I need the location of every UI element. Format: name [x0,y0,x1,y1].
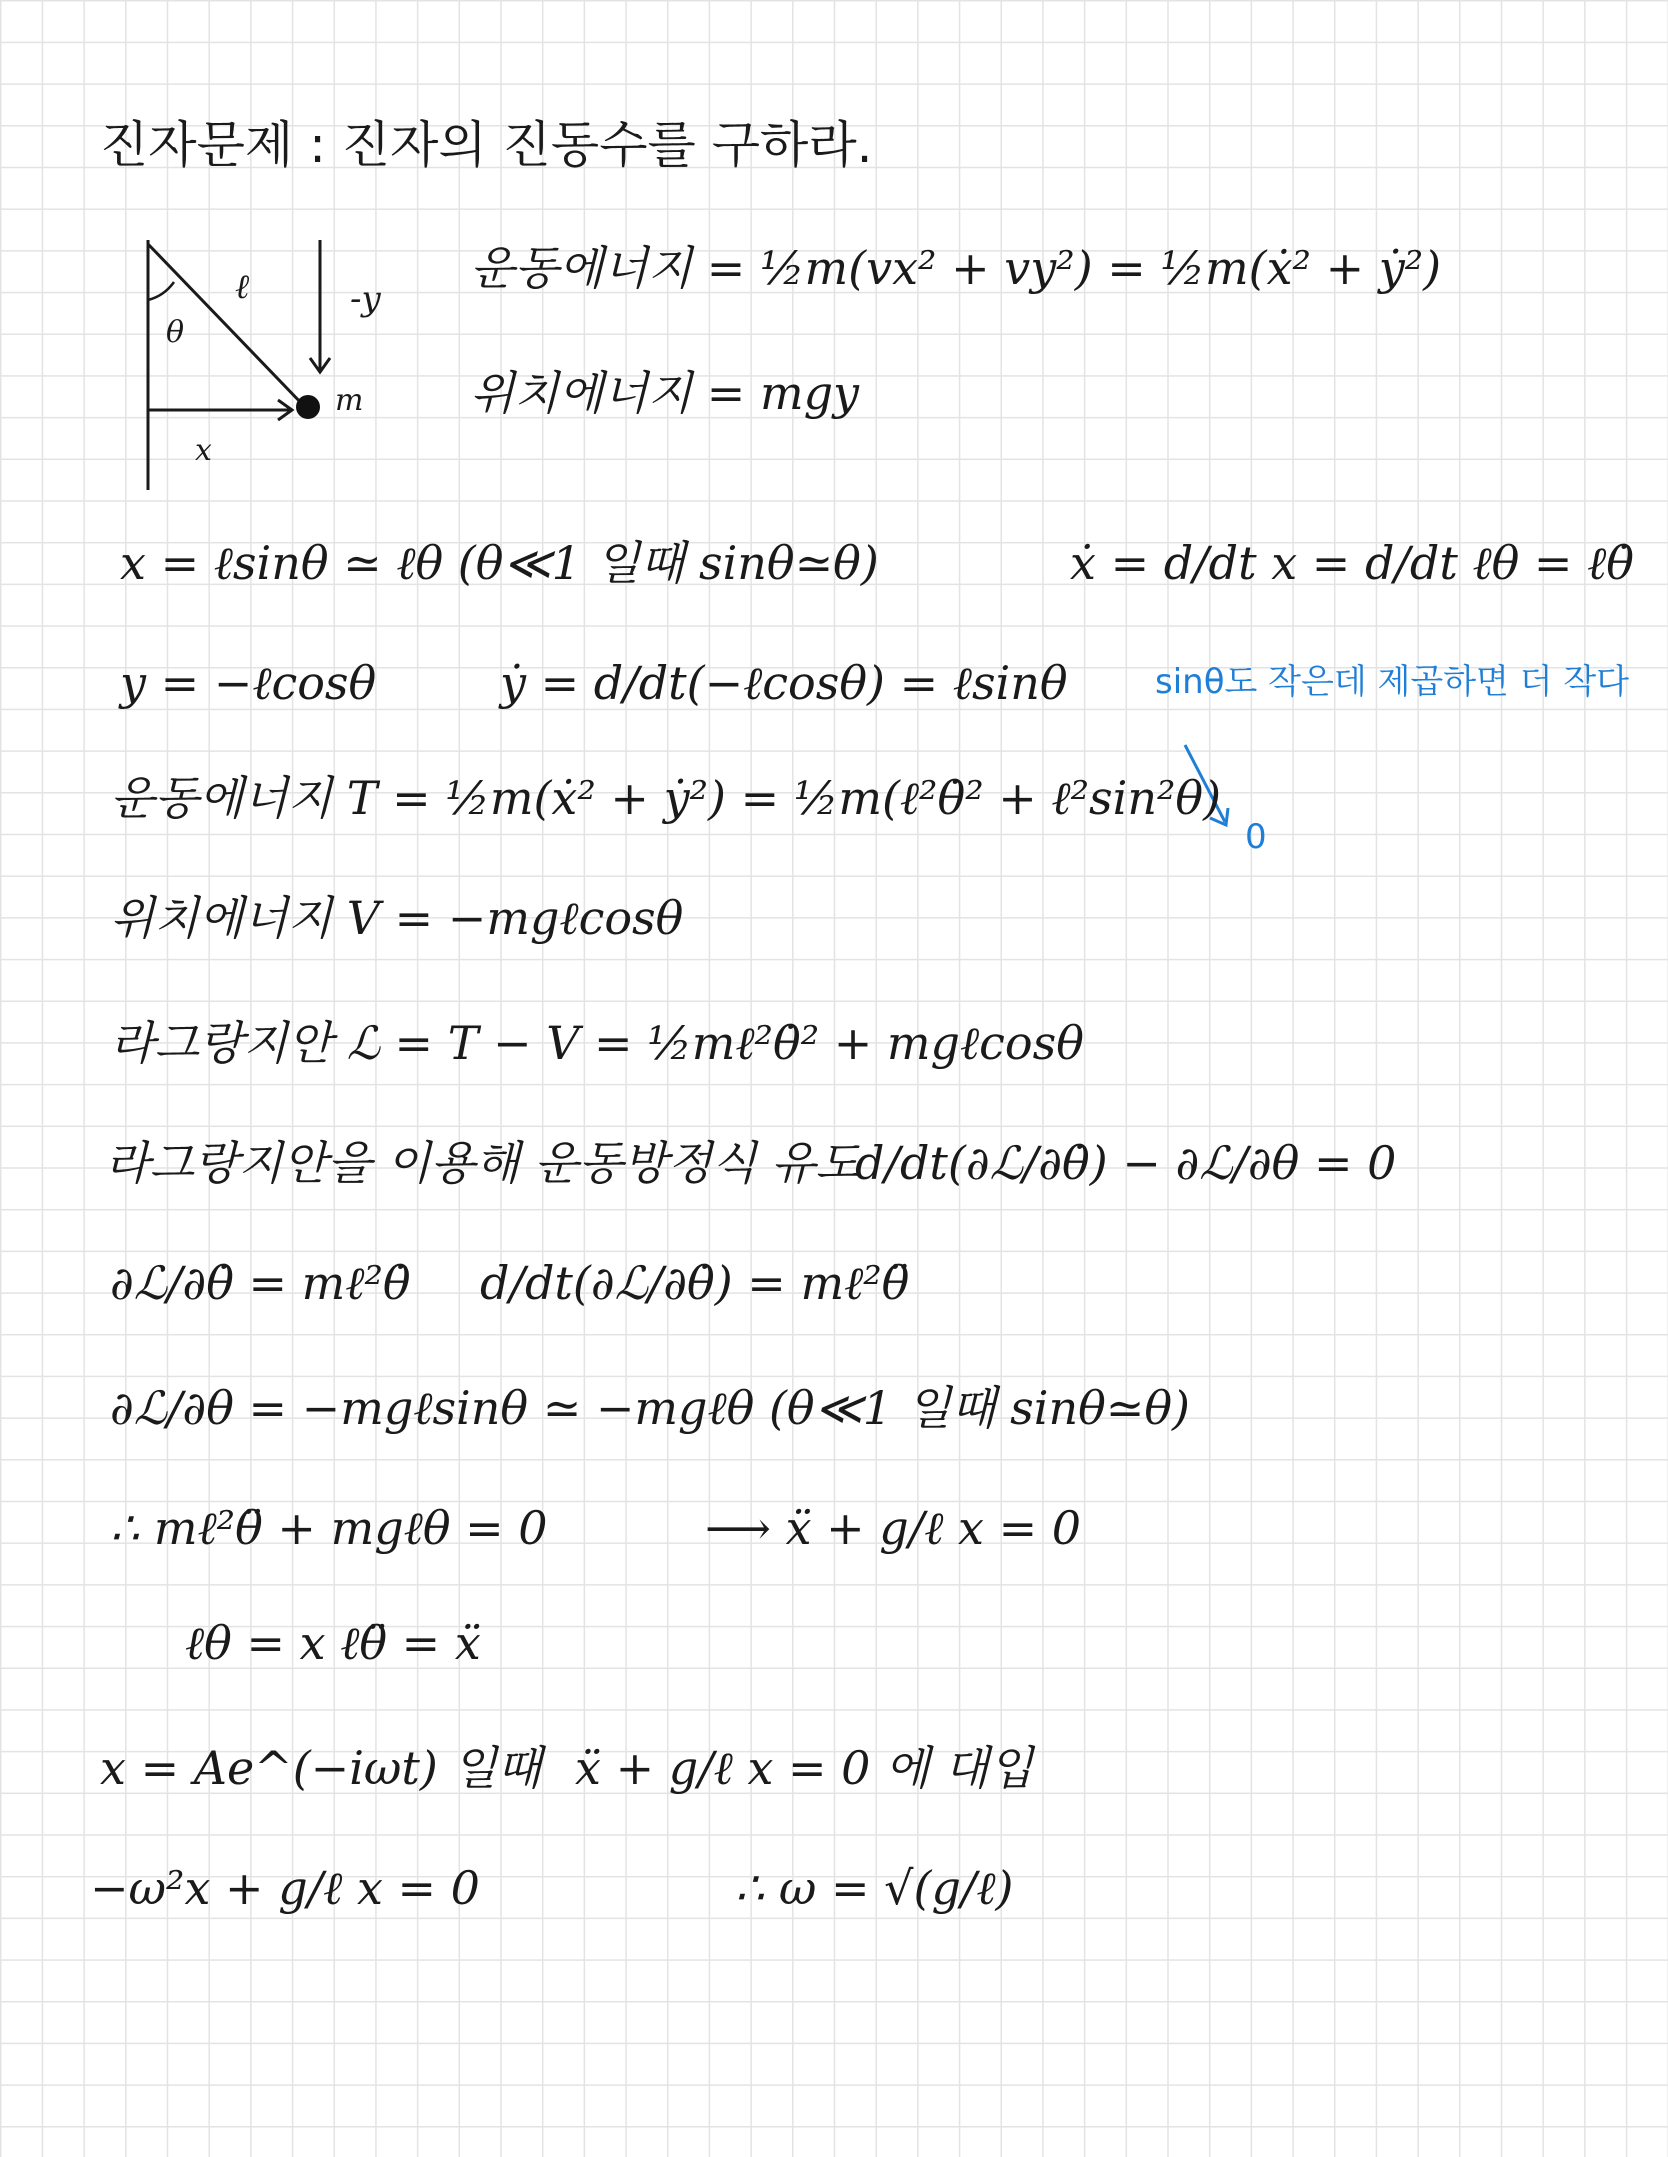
theta-arc [148,282,174,300]
page-title: 진자문제 : 진자의 진동수를 구하라. [100,116,873,174]
substitution-line: ℓθ = x ℓθ̈ = ẍ [185,1616,481,1670]
theta-label: θ [166,315,185,350]
y-equation: y = −ℓcosθ [120,656,377,710]
potential-energy-V: 위치에너지 V = −mgℓcosθ [110,891,684,945]
euler-lagrange-intro: 라그랑지안을 이용해 운동방정식 유도 [105,1136,860,1190]
characteristic-equation: −ω²x + g/ℓ x = 0 [90,1861,480,1915]
ydot-equation: ẏ = d/dt(−ℓcosθ) = ℓsinθ [500,656,1068,710]
omega-result: ∴ ω = √(g/ℓ) [735,1861,1014,1915]
potential-energy-line: 위치에너지 = mgy [470,366,860,420]
time-derivative-term: d/dt(∂ℒ/∂θ̇) = mℓ²θ̈ [480,1256,910,1310]
kinetic-energy-T: 운동에너지 T = ½m(ẋ² + ẏ²) = ½m(ℓ²θ̇² + ℓ²sin²θ) [110,771,1222,825]
substitute-into: ẍ + g/ℓ x = 0 에 대입 [575,1741,1034,1795]
trial-solution: x = Ae^(−iωt) 일때 [100,1741,542,1795]
length-label: ℓ [235,267,250,307]
mass-label: m [335,383,364,418]
xdot-equation: ẋ = d/dt x = d/dt ℓθ = ℓθ̇ [1070,536,1634,590]
direction-label: -y [350,279,381,319]
euler-lagrange-equation: d/dt(∂ℒ/∂θ̇) − ∂ℒ/∂θ = 0 [855,1136,1397,1190]
lagrangian-definition: 라그랑지안 ℒ = T − V = ½mℓ²θ̇² + mgℓcosθ [110,1016,1084,1070]
x-label: x [195,433,212,468]
pendulum-diagram [130,230,450,500]
x-equation: x = ℓsinθ ≃ ℓθ (θ≪1 일때 sinθ≃θ) [120,536,879,590]
equation-of-motion: ∴ mℓ²θ̈ + mgℓθ = 0 [110,1501,548,1555]
annotation-note: sinθ도 작은데 제곱하면 더 작다 [1155,662,1630,702]
partial-L-theta: ∂ℒ/∂θ = −mgℓsinθ ≃ −mgℓθ (θ≪1 일때 sinθ≃θ) [110,1381,1190,1435]
pendulum-mass [296,395,320,419]
partial-L-thetadot: ∂ℒ/∂θ̇ = mℓ²θ̇ [110,1256,411,1310]
kinetic-energy-line: 운동에너지 = ½m(vx² + vy²) = ½m(ẋ² + ẏ²) [470,241,1442,295]
annotation-arrow-target: 0 [1245,817,1267,857]
oscillator-equation: ⟶ ẍ + g/ℓ x = 0 [705,1501,1082,1555]
